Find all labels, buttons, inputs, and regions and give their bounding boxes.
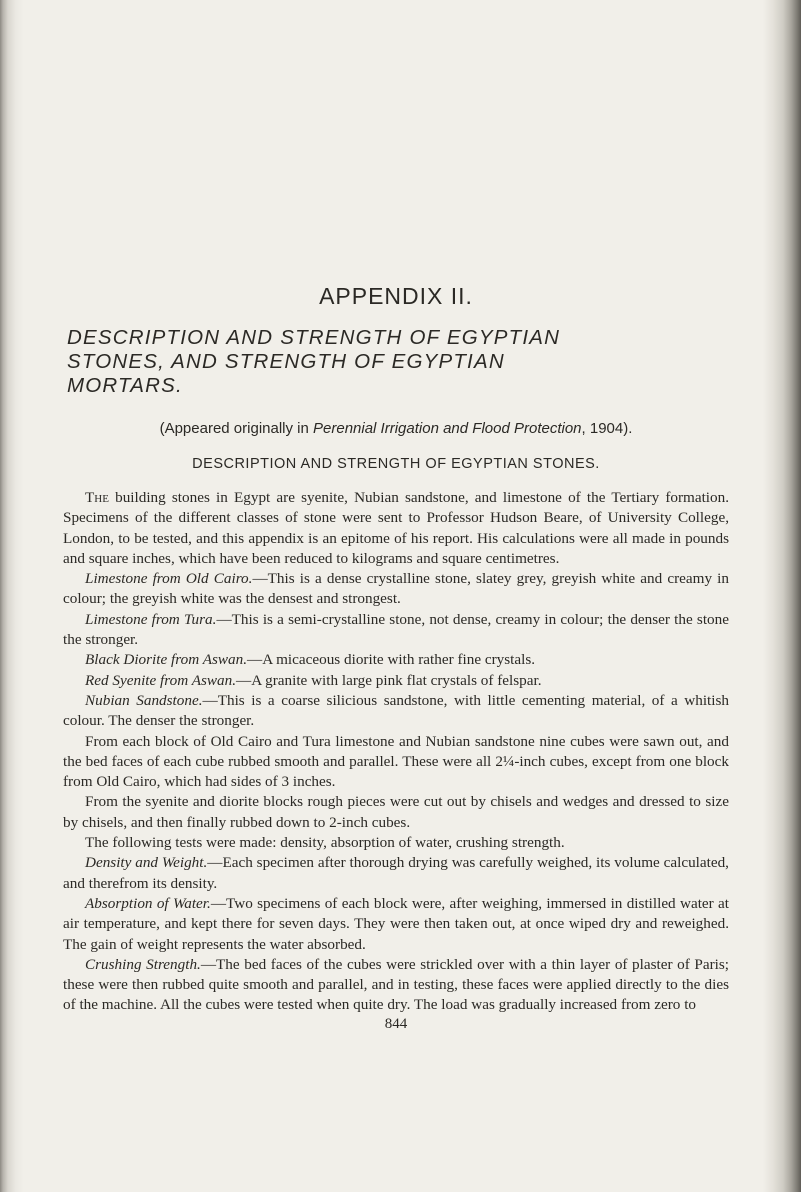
paragraph-cairo: Limestone from Old Cairo.—This is a dense crystalline stone, slatey grey, greyish white and creamy in colour; the greyish white was the densest and strongest. [63, 570, 729, 608]
paragraph-crushing: Crushing Strength.—The bed faces of the cubes were strickled over with a thin layer of plaster of Paris; these were then rubbed quite smooth and parallel, and in testing, these faces were applied directly to the dies of the machine. All the cubes were tested when quite dry. The load was gradually increased from zero to [63, 955, 729, 1014]
body-text [63, 488, 729, 1016]
page-number: 844 [384, 1015, 408, 1032]
title-line-1: DESCRIPTION AND STRENGTH OF EGYPTIAN [67, 326, 561, 349]
title-line-2: STONES, AND STRENGTH OF EGYPTIAN [67, 350, 505, 373]
paragraph-intro: The building stones in Egypt are syenite, Nubian sandstone, and limestone of the Tertiary formation. Specimens of the different classes of stone were sent to Professor Hudson Beare, of University College, London, to be tested, and this appendix is an epitome of his report. His calculations were all made in pounds and square inches, which have been reduced to kilograms and square centimetres. [63, 489, 729, 567]
section-subheading: DESCRIPTION AND STRENGTH OF EGYPTIAN STONES. [192, 456, 600, 472]
paragraph-nubian: Nubian Sandstone.—This is a coarse silicious sandstone, with little cementing material, of a whitish colour. The denser the stronger. [63, 691, 729, 730]
page-right-edge [763, 0, 801, 1192]
source-suffix: , 1904). [581, 420, 633, 437]
book-page [63, 283, 729, 1033]
appendix-title [67, 326, 729, 398]
page-left-edge [0, 0, 24, 1192]
paragraph-tests: The following tests were made: density, absorption of water, crushing strength. [85, 834, 565, 852]
paragraph-tura: Limestone from Tura.—This is a semi-crystalline stone, not dense, creamy in colour; the denser the stone the stronger. [63, 610, 729, 649]
paragraph-cubes: From each block of Old Cairo and Tura limestone and Nubian sandstone nine cubes were sawn out, and the bed faces of each cube rubbed smooth and parallel. These were all 2¼-inch cubes, except from one block from Old Cairo, which had sides of 3 inches. [63, 732, 729, 791]
paragraph-density: Density and Weight.—Each specimen after thorough drying was carefully weighed, its volume calculated, and therefrom its density. [63, 854, 729, 892]
paragraph-syenite: Red Syenite from Aswan.—A granite with large pink flat crystals of felspar. [85, 671, 542, 689]
title-line-3: MORTARS. [67, 374, 183, 397]
paragraph-diorite: Black Diorite from Aswan.—A micaceous diorite with rather fine crystals. [85, 651, 536, 669]
source-work: Perennial Irrigation and Flood Protection [313, 420, 582, 437]
source-prefix: (Appeared originally in [159, 420, 314, 437]
intro-lead: The [85, 489, 109, 506]
source-note [63, 420, 729, 437]
appendix-heading: APPENDIX II. [319, 283, 473, 309]
paragraph-syenite-blocks: From the syenite and diorite blocks rough pieces were cut out by chisels and wedges and dressed to size by chisels, and then finally rubbed down to 2-inch cubes. [63, 793, 729, 831]
paragraph-absorption: Absorption of Water.—Two specimens of each block were, after weighing, immersed in distilled water at air temperature, and kept there for seven days. They were then taken out, at once wiped dry and reweighed. The gain of weight represents the water absorbed. [63, 894, 729, 953]
